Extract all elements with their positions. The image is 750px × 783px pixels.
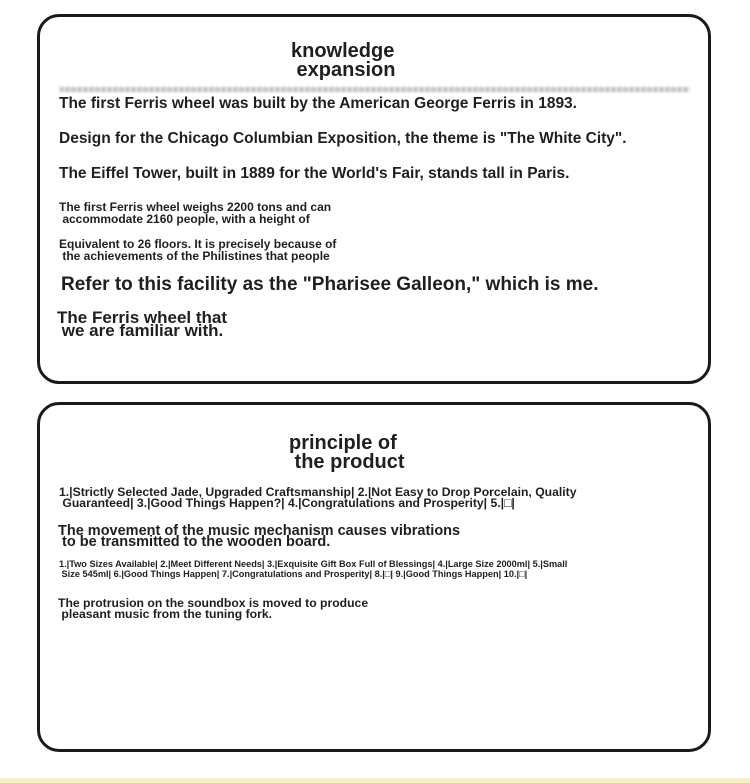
- familiar-paragraph: The Ferris wheel that we are familiar with.: [57, 308, 228, 340]
- weight-paragraph: The first Ferris wheel weighs 2200 tons and can accommodate 2160 people, with a height of: [59, 200, 332, 226]
- galleon-line: Refer to this facility as the "Pharisee Galleon," which is me.: [61, 274, 599, 295]
- features-list-1: 1.|Strictly Selected Jade, Upgraded Craftsmanship| 2.|Not Easy to Drop Porcelain, Quality Guaranteed| 3.|Good Things Happen?| 4.|Congratulations and Prosperity| 5.|□|: [59, 485, 577, 510]
- eiffel-line: The Eiffel Tower, built in 1889 for the World's Fair, stands tall in Paris.: [59, 165, 570, 182]
- soundbox-paragraph: The protrusion on the soundbox is moved to produce pleasant music from the tuning fork.: [58, 596, 369, 621]
- floors-paragraph: Equivalent to 26 floors. It is precisely because of the achievements of the Philistines that people: [59, 237, 337, 263]
- features-list-2: 1.|Two Sizes Available| 2.|Meet Different Needs| 3.|Exquisite Gift Box Full of Blessings| 4.|Large Size 2000ml| 5.|Small Size 545ml| 6.|Good Things Happen| 7.|Congratulations and Prosperity| 8.|□| 9.|Good Things Happen| 10.|□|: [59, 559, 568, 579]
- ferris-history-line: The first Ferris wheel was built by the American George Ferris in 1893.: [59, 95, 577, 112]
- exposition-line: Design for the Chicago Columbian Exposition, the theme is "The White City".: [59, 130, 627, 147]
- mechanism-paragraph: The movement of the music mechanism causes vibrations to be transmitted to the wooden board.: [58, 523, 461, 550]
- principle-title: principle of the product: [289, 432, 405, 473]
- bottom-strip: [0, 778, 750, 783]
- product-principle-card: [37, 402, 711, 752]
- knowledge-expansion-card: [37, 14, 711, 384]
- knowledge-title: knowledge expansion: [291, 40, 396, 81]
- blurred-divider: [60, 87, 690, 92]
